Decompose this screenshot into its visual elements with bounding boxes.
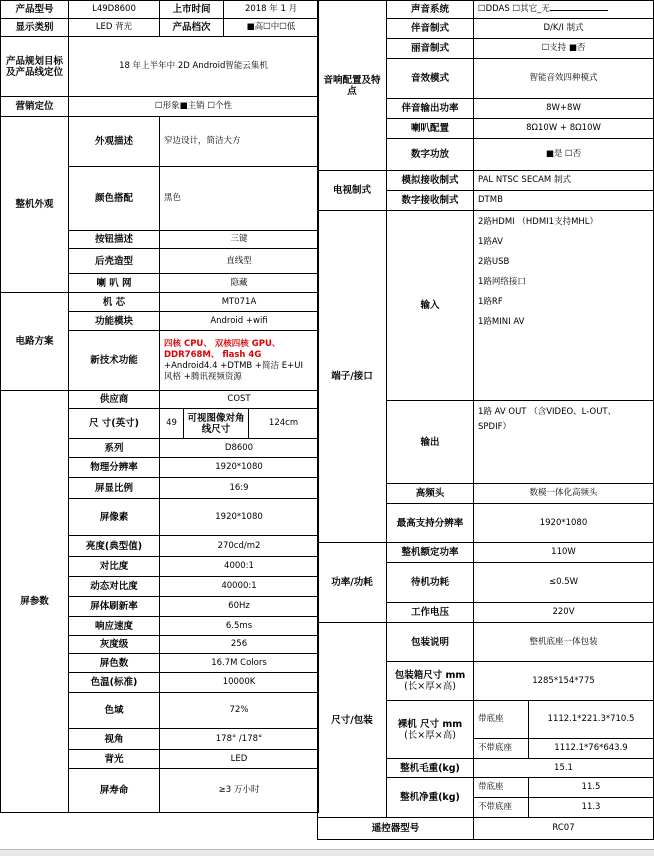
output-list xyxy=(474,401,654,484)
backlight-label: 背光 xyxy=(69,750,160,769)
ratio-label: 屏显比例 xyxy=(69,478,160,499)
input-item-rf: 1路RF xyxy=(478,297,503,307)
sound-system-label: 声音系统 xyxy=(387,1,474,19)
resolution-label: 物理分辨率 xyxy=(69,458,160,478)
audio-std-label: 伴音制式 xyxy=(387,19,474,39)
marketing-value: ☐形象■主销 ☐个性 xyxy=(69,97,319,117)
model-label: 产品型号 xyxy=(1,1,69,19)
brightness-value: 270cd/m2 xyxy=(160,536,319,557)
screen-group-label: 屏参数 xyxy=(1,391,69,813)
package-value: 整机底座一体包装 xyxy=(474,623,654,662)
series-label: 系列 xyxy=(69,439,160,458)
row-sound-system xyxy=(318,1,654,19)
visible-size-value: 124cm xyxy=(249,409,319,439)
row-model xyxy=(1,1,319,19)
launch-label: 上市时间 xyxy=(160,1,224,19)
gross-weight-label: 整机毛重(kg) xyxy=(387,759,474,778)
with-base-value: 1112.1*221.3*710.5 xyxy=(529,701,654,739)
grade-value: ■高☐中☐低 xyxy=(224,19,319,37)
supplier-value: COST xyxy=(160,391,319,409)
life-value: ≥3 万小时 xyxy=(160,769,319,813)
appearance-desc-value: 窄边设计，简洁大方 xyxy=(160,117,319,167)
row-appearance-desc xyxy=(1,117,319,167)
function-value: Android +wifi xyxy=(160,312,319,331)
net-weight-without-value: 11.3 xyxy=(529,798,654,818)
output-power-value: 8W+8W xyxy=(474,99,654,119)
brightness-label: 亮度(典型值) xyxy=(69,536,160,557)
digital-amp-value: ■是 ☐否 xyxy=(474,139,654,171)
net-weight-with-value: 11.5 xyxy=(529,778,654,798)
gray-label: 灰度级 xyxy=(69,636,160,654)
without-base-value: 1112.1*76*643.9 xyxy=(529,739,654,759)
net-weight-without-label: 不带底座 xyxy=(474,798,529,818)
with-base-label: 带底座 xyxy=(474,701,529,739)
sound-system-underline xyxy=(550,10,608,11)
net-size-label-2: (长×厚×高) xyxy=(404,729,456,741)
page-bottom-band xyxy=(0,849,654,856)
angle-label: 视角 xyxy=(69,729,160,750)
life-label: 屏寿命 xyxy=(69,769,160,813)
size-value: 49 xyxy=(160,409,184,439)
grade-label: 产品档次 xyxy=(160,19,224,37)
row-display xyxy=(1,19,319,37)
refresh-label: 屏体刷新率 xyxy=(69,597,160,617)
newtech-red-line-2: DDR768M、 flash 4G xyxy=(164,349,262,360)
output-line-2: SPDIF） xyxy=(478,422,511,432)
package-label: 包装说明 xyxy=(387,623,474,662)
port-group-label: 端子/接口 xyxy=(318,211,387,543)
contrast-value: 4000:1 xyxy=(160,557,319,577)
voltage-label: 工作电压 xyxy=(387,603,474,623)
input-item-mini-av: 1路MINI AV xyxy=(478,317,525,327)
net-size-label-1: 裸机 尺寸 mm xyxy=(397,718,463,730)
nicam-value: ☐支持 ■否 xyxy=(474,39,654,59)
size-group-label: 尺寸/包装 xyxy=(318,623,387,818)
function-label: 功能模块 xyxy=(69,312,160,331)
chip-label: 机 芯 xyxy=(69,293,160,312)
remote-value: RC07 xyxy=(474,818,654,840)
gamut-label: 色域 xyxy=(69,693,160,729)
model-value: L49D8600 xyxy=(69,1,160,19)
chip-value: MT071A xyxy=(160,293,319,312)
supplier-label: 供应商 xyxy=(69,391,160,409)
digital-amp-label: 数字功放 xyxy=(387,139,474,171)
audio-std-value: D/K/I 制式 xyxy=(474,19,654,39)
standby-label: 待机功耗 xyxy=(387,563,474,603)
input-item-network: 1路网络接口 xyxy=(478,277,526,287)
row-supplier xyxy=(1,391,319,409)
color-label: 颜色搭配 xyxy=(69,167,160,231)
effect-label: 音效模式 xyxy=(387,59,474,99)
row-package xyxy=(318,623,654,662)
speaker-label: 喇 叭 网 xyxy=(69,274,160,293)
input-item-hdmi: 2路HDMI （HDMI1支持MHL） xyxy=(478,217,599,227)
colors-label: 屏色数 xyxy=(69,654,160,673)
resolution-value: 1920*1080 xyxy=(160,458,319,478)
newtech-line-3: +Android4.4 +DTMB +简洁 E+UI xyxy=(164,360,303,371)
gray-value: 256 xyxy=(160,636,319,654)
left-spec-table xyxy=(0,0,319,813)
effect-value: 智能音效四种模式 xyxy=(474,59,654,99)
speaker-value: 隐藏 xyxy=(160,274,319,293)
refresh-value: 60Hz xyxy=(160,597,319,617)
display-value: LED 背光 xyxy=(69,19,160,37)
tv-std-group-label: 电视制式 xyxy=(318,171,387,211)
input-item-av: 1路AV xyxy=(478,237,503,247)
appearance-group-label: 整机外观 xyxy=(1,117,69,293)
dyncontrast-value: 40000:1 xyxy=(160,577,319,597)
backshell-label: 后壳造型 xyxy=(69,249,160,274)
sound-system-value xyxy=(474,1,654,19)
nicam-label: 丽音制式 xyxy=(387,39,474,59)
ratio-value: 16:9 xyxy=(160,478,319,499)
temp-value: 10000K xyxy=(160,673,319,693)
input-list xyxy=(474,211,654,401)
maxres-label: 最高支持分辨率 xyxy=(387,504,474,543)
analog-label: 模拟接收制式 xyxy=(387,171,474,191)
voltage-value: 220V xyxy=(474,603,654,623)
backlight-value: LED xyxy=(160,750,319,769)
rated-power-label: 整机额定功率 xyxy=(387,543,474,563)
tuner-label: 高频头 xyxy=(387,484,474,504)
row-chip xyxy=(1,293,319,312)
appearance-desc-label: 外观描述 xyxy=(69,117,160,167)
newtech-red-line-1: 四核 CPU、 双核四核 GPU、 xyxy=(164,338,281,349)
box-size-label xyxy=(387,662,474,701)
row-rated-power xyxy=(318,543,654,563)
output-power-label: 伴音输出功率 xyxy=(387,99,474,119)
newtech-label: 新技术功能 xyxy=(69,331,160,391)
row-planning xyxy=(1,37,319,97)
power-group-label: 功率/功耗 xyxy=(318,543,387,623)
pixels-value: 1920*1080 xyxy=(160,499,319,536)
launch-value: 2018 年 1 月 xyxy=(224,1,319,19)
contrast-label: 对比度 xyxy=(69,557,160,577)
sound-system-text: ☐DDAS ☐其它_无 xyxy=(478,4,550,14)
digital-value: DTMB xyxy=(474,191,654,211)
speaker-cfg-value: 8Ω10W + 8Ω10W xyxy=(474,119,654,139)
net-size-label xyxy=(387,701,474,759)
analog-value: PAL NTSC SECAM 制式 xyxy=(474,171,654,191)
newtech-value xyxy=(160,331,319,391)
gamut-value: 72% xyxy=(160,693,319,729)
rated-power-value: 110W xyxy=(474,543,654,563)
button-label: 按钮描述 xyxy=(69,231,160,249)
output-line-1: 1路 AV OUT （含VIDEO、L-OUT、 xyxy=(478,407,617,417)
temp-label: 色温(标准) xyxy=(69,673,160,693)
digital-label: 数字接收制式 xyxy=(387,191,474,211)
planning-value: 18 年上半年中 2D Android智能云集机 xyxy=(69,37,319,97)
input-item-usb: 2路USB xyxy=(478,257,510,267)
display-label: 显示类别 xyxy=(1,19,69,37)
box-size-value: 1285*154*775 xyxy=(474,662,654,701)
without-base-label: 不带底座 xyxy=(474,739,529,759)
visible-size-label: 可视图像对角线尺寸 xyxy=(184,409,249,439)
color-value: 黑色 xyxy=(160,167,319,231)
row-remote xyxy=(318,818,654,840)
net-weight-with-label: 带底座 xyxy=(474,778,529,798)
marketing-label: 营销定位 xyxy=(1,97,69,117)
button-value: 三键 xyxy=(160,231,319,249)
row-marketing xyxy=(1,97,319,117)
dyncontrast-label: 动态对比度 xyxy=(69,577,160,597)
row-input xyxy=(318,211,654,401)
tuner-value: 数模一体化高频头 xyxy=(474,484,654,504)
response-label: 响应速度 xyxy=(69,617,160,636)
colors-value: 16.7M Colors xyxy=(160,654,319,673)
maxres-value: 1920*1080 xyxy=(474,504,654,543)
response-value: 6.5ms xyxy=(160,617,319,636)
remote-label: 遥控器型号 xyxy=(318,818,474,840)
box-size-label-2: (长×厚×高) xyxy=(404,681,456,692)
angle-value: 178° /178° xyxy=(160,729,319,750)
row-analog xyxy=(318,171,654,191)
input-label: 输入 xyxy=(387,211,474,401)
standby-value: ≤0.5W xyxy=(474,563,654,603)
size-label: 尺 寸(英寸) xyxy=(69,409,160,439)
output-label: 输出 xyxy=(387,401,474,484)
series-value: D8600 xyxy=(160,439,319,458)
newtech-line-4: 风格 +腾讯视频资源 xyxy=(164,371,242,382)
audio-group-label: 音响配置及特点 xyxy=(318,1,387,171)
net-weight-label: 整机净重(kg) xyxy=(387,778,474,818)
box-size-label-1: 包装箱尺寸 mm xyxy=(394,670,466,681)
right-spec-table xyxy=(317,0,654,840)
planning-label: 产品规划目标及产品线定位 xyxy=(1,37,69,97)
speaker-cfg-label: 喇叭配置 xyxy=(387,119,474,139)
circuit-group-label: 电路方案 xyxy=(1,293,69,391)
pixels-label: 屏像素 xyxy=(69,499,160,536)
gross-weight-value: 15.1 xyxy=(474,759,654,778)
backshell-value: 直线型 xyxy=(160,249,319,274)
